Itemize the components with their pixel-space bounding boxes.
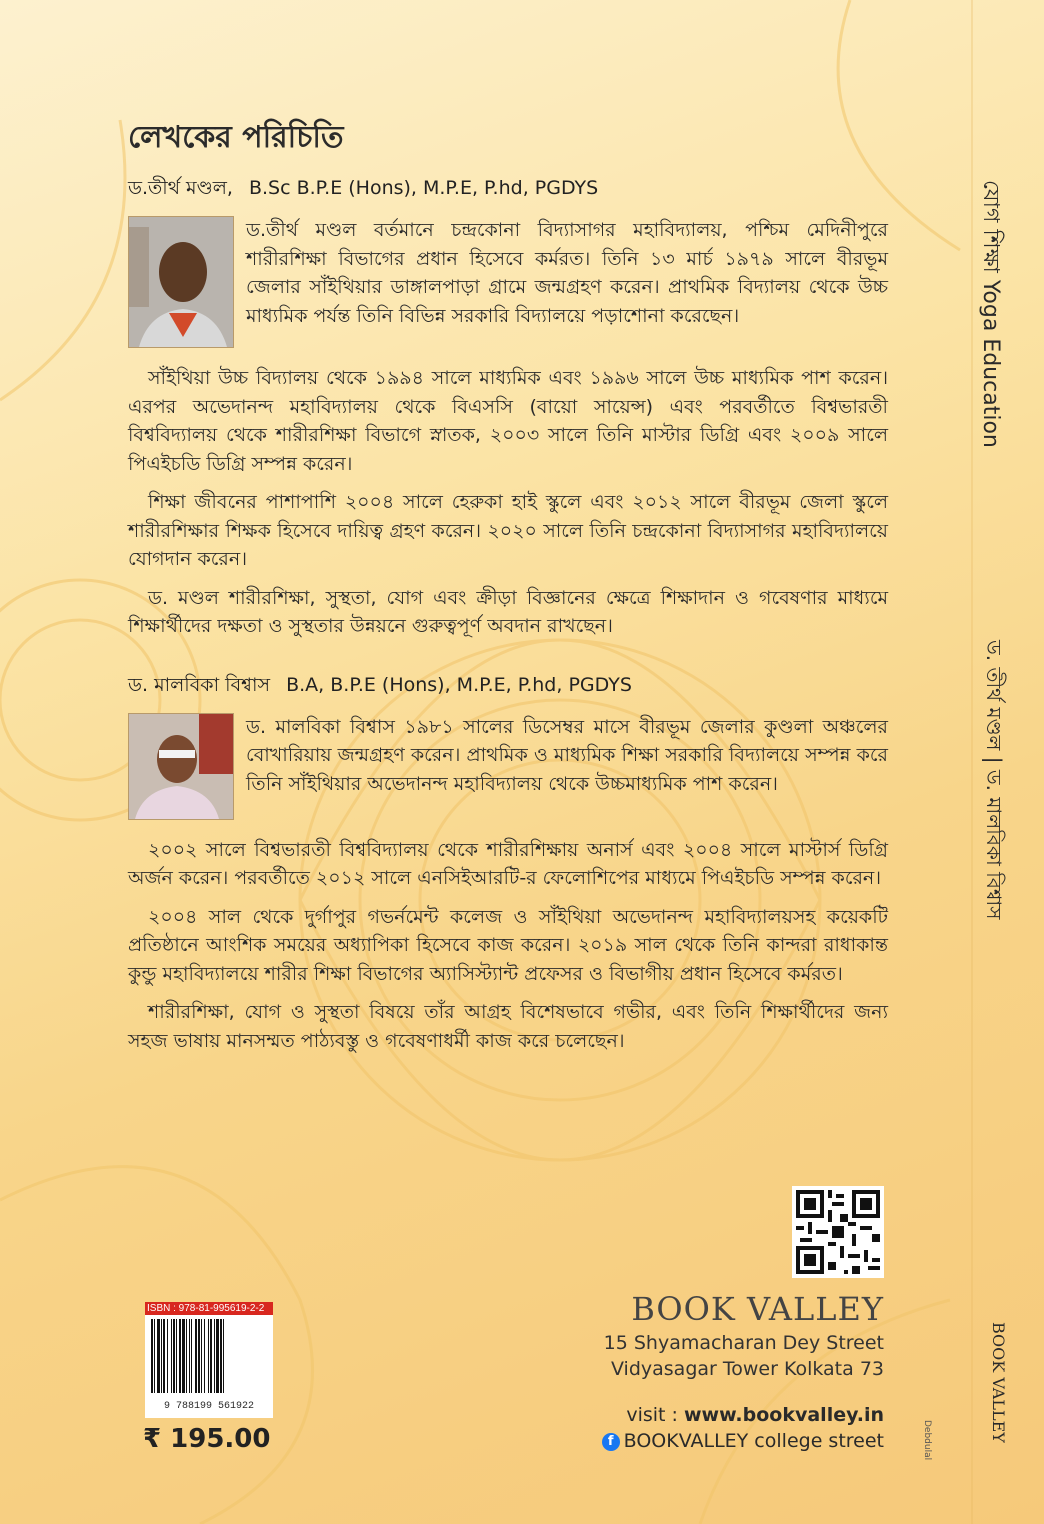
section-heading: লেখকের পরিচিতি [128,120,344,155]
author1-photo [128,216,234,348]
author1-paragraph-3: শিক্ষা জীবনের পাশাপাশি ২০০৪ সালে হেরুকা হাই স্কুলে এবং ২০১২ সালে বীরভূম জেলা স্কুলে শারীরশিক্ষার শিক্ষক হিসেবে দায়িত্ব গ্রহণ করেন। ২০২০ সালে তিনি চন্দ্রকোনা বিদ্যাসাগর মহাবিদ্যালয়ে যোগদান করেন। [128,491,888,570]
spine-authors: ড. তীর্থ মণ্ডল | ড. মালবিকা বিশ্বাস [982,640,1006,920]
qr-code [792,1186,884,1278]
isbn-label: ISBN : 978-81-995619-2-2 [145,1302,273,1315]
author-bio-section [128,120,888,1065]
publisher-name: BOOK VALLEY [631,1290,884,1328]
website-link[interactable]: www.bookvalley.in [683,1404,884,1426]
author1-header [128,174,888,206]
spine-publisher: BOOK VALLEY [989,1322,1008,1443]
barcode-digits: 9 788199 561922 [163,1401,254,1412]
author2-header [128,671,888,703]
author1-degrees: B.Sc B.P.E (Hons), M.P.E, P.hd, PGDYS [248,177,599,199]
designer-credit: Debdulal [922,1420,932,1461]
price: ₹ 195.00 [143,1424,271,1454]
author2-name: ড. মালবিকা বিশ্বাস [128,673,271,696]
author2-paragraph-3: ২০০৪ সাল থেকে দুর্গাপুর গভর্নমেন্ট কলেজ ও সাঁইথিয়া অভেদানন্দ মহাবিদ্যালয়সহ কয়েকটি প্রতিষ্ঠানে আংশিক সময়ের অধ্যাপিকা হিসেবে কাজ করেন। ২০১৯ সাল থেকে তিনি কান্দরা রাধাকান্ত কুন্ডু মহাবিদ্যালয়ে শারীর শিক্ষা বিভাগের অ্যাসিস্ট্যান্ট প্রফেসর ও বিভাগীয় প্রধান হিসেবে কর্মরত। [128,905,888,985]
facebook-icon: f [602,1433,620,1451]
isbn-barcode [145,1302,273,1418]
author2-photo [128,713,234,820]
facebook-page[interactable]: BOOKVALLEY college street [623,1430,884,1452]
book-spine [972,0,1044,1524]
author2-intro: ড. মালবিকা বিশ্বাস ১৯৮১ সালের ডিসেম্বর মাসে বীরভূম জেলার কুণ্ডলা অঞ্চলের বোখারিয়ায় জন্মগ্রহণ করেন। প্রাথমিক ও মাধ্যমিক শিক্ষা সরকারি বিদ্যালয়ে সম্পন্ন করে তিনি সাঁইথিয়ার অভেদানন্দ মহাবিদ্যালয় থেকে উচ্চমাধ্যমিক পাশ করেন। [246,715,888,795]
publisher-address-line1: 15 Shyamacharan Dey Street [603,1332,884,1354]
author1-intro: ড.তীর্থ মণ্ডল বর্তমানে চন্দ্রকোনা বিদ্যাসাগর মহাবিদ্যালয়, পশ্চিম মেদিনীপুরে শারীরশিক্ষা বিভাগের প্রধান হিসেবে কর্মরত। তিনি ১৩ মার্চ ১৯৭৯ সালে বীরভূম জেলার সাঁইথিয়ার ডাঙ্গালপাড়া গ্রামে জন্মগ্রহণ করেন। প্রাথমিক বিদ্যালয় থেকে উচ্চ মাধ্যমিক পর্যন্ত তিনি বিভিন্ন সরকারি বিদ্যালয়ে পড়াশোনা করেছেন। [246,219,888,327]
author2-paragraph-2: ২০০২ সালে বিশ্বভারতী বিশ্ববিদ্যালয় থেকে শারীরশিক্ষায় অনার্স এবং ২০০৪ সালে মাস্টার্স ডিগ্রি অর্জন করেন। পরবর্তীতে ২০১২ সালে এনসিইআরটি-র ফেলোশিপের মাধ্যমে পিএইচডি সম্পন্ন করেন। [128,838,888,889]
barcode-bars [145,1315,273,1397]
publisher-facebook-line [602,1430,884,1452]
spine-title: যোগ শিক্ষা Yoga Education [978,180,1003,448]
publisher-website-line [626,1404,884,1426]
author1-name: ড.তীর্থ মণ্ডল, [128,177,233,199]
author1-intro-block [128,216,888,348]
visit-label: visit : [626,1404,684,1426]
author1-paragraph-4: ড. মণ্ডল শারীরশিক্ষা, সুস্থতা, যোগ এবং ক্রীড়া বিজ্ঞানের ক্ষেত্রে শিক্ষাদান ও গবেষণার মাধ্যমে শিক্ষার্থীদের দক্ষতা ও সুস্থতার উন্নয়নে গুরুত্বপূর্ণ অবদান রাখছেন। [128,586,888,637]
author2-paragraph-4: শারীরশিক্ষা, যোগ ও সুস্থতা বিষয়ে তাঁর আগ্রহ বিশেষভাবে গভীর, এবং তিনি শিক্ষার্থীদের জন্য সহজ ভাষায় মানসম্মত পাঠ্যবস্তু ও গবেষণাধর্মী কাজ করে চলেছেন। [128,1001,888,1052]
author2-intro-block [128,713,888,820]
author2-degrees: B.A, B.P.E (Hons), M.P.E, P.hd, PGDYS [286,673,632,696]
author1-paragraph-2: সাঁইথিয়া উচ্চ বিদ্যালয় থেকে ১৯৯৪ সালে মাধ্যমিক এবং ১৯৯৬ সালে উচ্চ মাধ্যমিক পাশ করেন। এরপর অভেদানন্দ মহাবিদ্যালয় থেকে বিএসসি (বায়ো সায়েন্স) এবং পরবর্তীতে বিশ্বভারতী বিশ্ববিদ্যালয় থেকে শারীরশিক্ষা বিভাগে স্নাতক, ২০০৩ সালে তিনি মাস্টার ডিগ্রি এবং ২০০৯ সালে পিএইচডি ডিগ্রি সম্পন্ন করেন। [128,367,888,475]
publisher-address-line2: Vidyasagar Tower Kolkata 73 [610,1358,884,1380]
